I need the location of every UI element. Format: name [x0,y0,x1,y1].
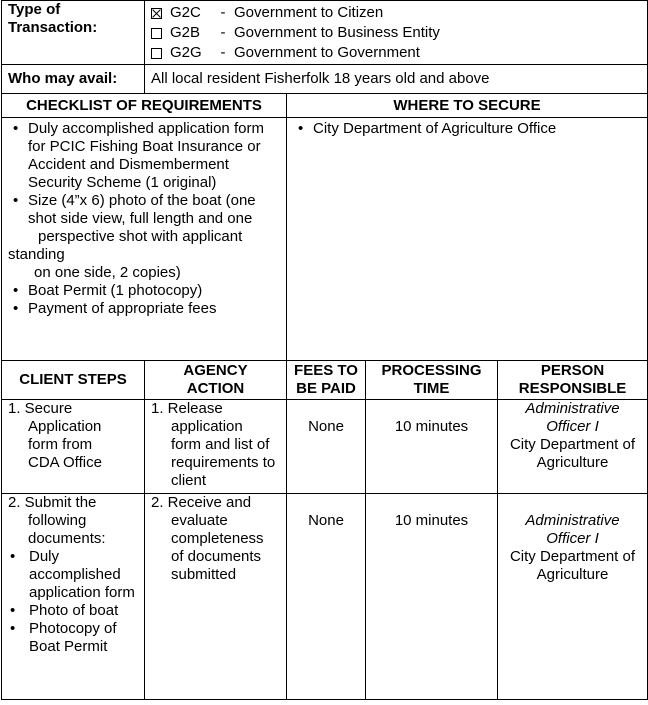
table-row [2,400,648,494]
client-step [2,494,145,700]
requirements-cell [2,118,287,361]
checklist-header: CHECKLIST OF REQUIREMENTS [2,94,287,118]
who-may-avail-value: All local resident Fisherfolk 18 years old and above [145,65,648,94]
where-to-secure-header: WHERE TO SECURE [287,94,648,118]
option-g2g[interactable] [151,43,641,63]
fees-cell: None [287,400,366,494]
person-cell [498,494,648,700]
person-office: City Department of Agriculture [509,548,636,583]
list-item: • Photocopy of Boat Permit [2,620,140,656]
person-office: City Department of Agriculture [509,436,636,471]
option-g2b[interactable] [151,23,641,43]
table-row [2,494,648,700]
processing-time-header: PROCESSING TIME [366,361,498,400]
option-code: G2C [170,4,201,21]
client-steps-header: CLIENT STEPS [2,361,145,400]
fees-cell: None [287,494,366,700]
citizen-charter-table [1,0,648,700]
requirement-item: • Duly accomplished application form for PCIC Fishing Boat Insurance or Accident and Dismemberment Security Scheme (1 original) [4,120,284,192]
requirement-continuation: perspective shot with applicant standing [8,228,243,263]
agency-action [145,400,287,494]
option-g2c[interactable] [151,3,641,23]
client-documents-list [2,548,140,656]
processing-time-cell: 10 minutes [366,400,498,494]
requirements-list [4,120,284,228]
checkbox-icon[interactable] [151,48,162,59]
transaction-type-label: Type of Transaction: [2,1,145,65]
where-cell [287,118,648,361]
list-item: • Photo of boat [2,602,140,620]
requirement-continuation: on one side, 2 copies) [34,264,181,281]
option-code: G2G [170,44,202,61]
person-title: Administrative Officer I [525,400,620,435]
option-code: G2B [170,24,201,41]
processing-time-cell: 10 minutes [366,494,498,700]
option-dash: - [220,24,226,41]
client-step-text: 2. Submit the following documents: [8,494,106,547]
client-step [2,400,145,494]
option-text: Government to Government [234,44,420,61]
requirement-item: • Size (4”x 6) photo of the boat (one shot side view, full length and one [4,192,284,228]
requirement-item: • Payment of appropriate fees [4,300,284,318]
transaction-options [145,1,648,65]
client-step-text: 1. Secure Application form from CDA Office [8,400,102,471]
agency-action-text: 2. Receive and evaluate completeness of documents submitted [151,494,264,583]
option-dash: - [220,44,226,61]
who-may-avail-label: Who may avail: [2,65,145,94]
checkbox-icon[interactable] [151,28,162,39]
option-text: Government to Citizen [234,4,384,21]
agency-action-text: 1. Release application form and list of requirements to client [151,400,276,489]
option-text: Government to Business Entity [234,24,440,41]
where-item: • City Department of Agriculture Office [289,120,645,138]
where-list [289,120,645,138]
requirement-item: • Boat Permit (1 photocopy) [4,282,284,300]
person-title: Administrative Officer I [525,512,620,547]
requirements-list [4,282,284,318]
agency-action-header: AGENCY ACTION [145,361,287,400]
agency-action [145,494,287,700]
fees-header: FEES TO BE PAID [287,361,366,400]
option-dash: - [220,4,226,21]
person-responsible-header: PERSON RESPONSIBLE [498,361,648,400]
person-cell [498,400,648,494]
list-item: • Duly accomplished application form [2,548,140,602]
checked-checkbox-icon[interactable] [151,8,162,19]
